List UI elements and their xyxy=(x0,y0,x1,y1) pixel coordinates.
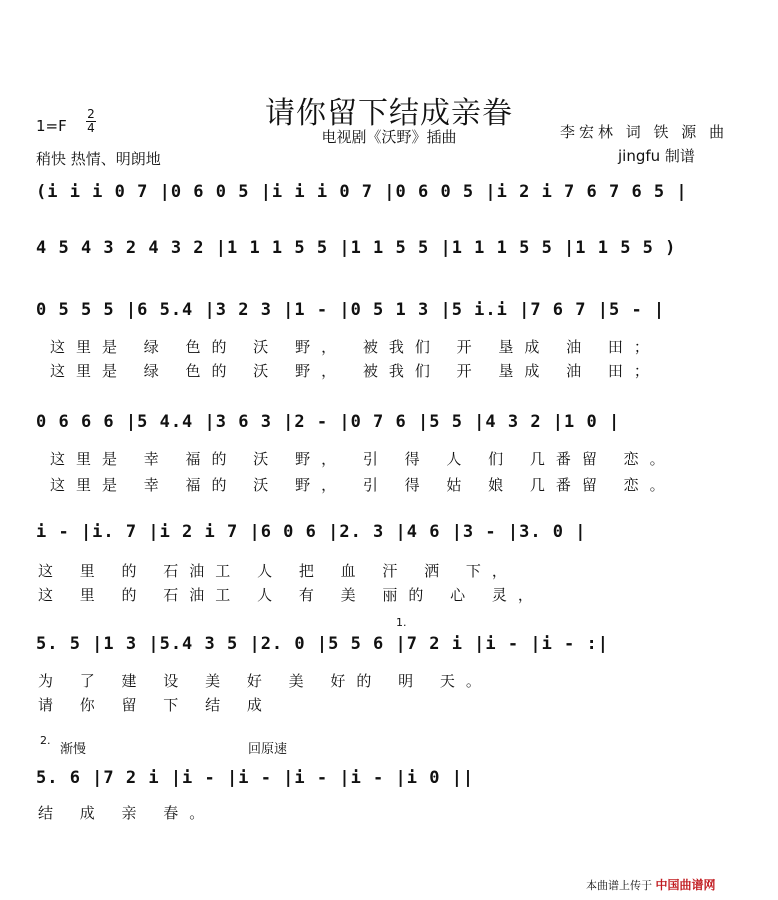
lyrics-line-5-verse-1: 这 里 的 石油工 人 把 血 汗 洒 下， xyxy=(38,562,518,580)
credits-lyricist-composer: 李宏林 词 铁 源 曲 xyxy=(560,123,729,141)
score-title: 请你留下结成亲眷 xyxy=(265,96,513,131)
footer-upload-text: 本曲谱上传于 xyxy=(586,879,652,892)
notes-line-4: 0 6 6 6 |5 4.4 |3 6 3 |2 - |0 7 6 |5 5 |4 3 2 |1 0 | xyxy=(36,412,621,432)
volta-1-label: 1. xyxy=(396,616,407,629)
lyrics-line-4-verse-2: 这里是 幸 福的 沃 野， 引 得 姑 娘 几番留 恋。 xyxy=(50,476,676,494)
notes-line-2: 4 5 4 3 2 4 3 2 |1 1 1 5 5 |1 1 5 5 |1 1 1 5 5 |1 1 5 5 ) xyxy=(36,238,677,258)
notes-line-7: 5. 6 |7 2 i |i - |i - |i - |i - |i 0 || xyxy=(36,768,475,788)
key-signature: 1=F xyxy=(36,117,67,135)
notes-line-3: 0 5 5 5 |6 5.4 |3 2 3 |1 - |0 5 1 3 |5 i.i |7 6 7 |5 - | xyxy=(36,300,666,320)
lyrics-line-3-verse-2: 这里是 绿 色的 沃 野， 被我们 开 垦成 油 田； xyxy=(50,362,660,380)
meter-top: 2 xyxy=(87,107,95,121)
lyrics-line-4-verse-1: 这里是 幸 福的 沃 野， 引 得 人 们 几番留 恋。 xyxy=(50,450,676,468)
a-tempo-marking: 回原速 xyxy=(248,742,288,757)
score-subtitle: 电视剧《沃野》插曲 xyxy=(321,128,457,146)
footer-credit xyxy=(586,876,716,893)
lyrics-line-7: 结 成 亲 春。 xyxy=(38,804,216,822)
ritard-marking: 渐慢 xyxy=(60,742,87,757)
meter-bottom: 4 xyxy=(87,121,95,135)
volta-2-label: 2. xyxy=(40,734,51,747)
lyrics-line-6-verse-1: 为 了 建 设 美 好 美 好的 明 天。 xyxy=(38,672,492,690)
lyrics-line-6-verse-2: 请 你 留 下 结 成 xyxy=(38,696,273,714)
time-signature xyxy=(86,108,96,135)
lyrics-line-5-verse-2: 这 里 的 石油工 人 有 美 丽的 心 灵， xyxy=(38,586,544,604)
lyrics-line-3-verse-1: 这里是 绿 色的 沃 野， 被我们 开 垦成 油 田； xyxy=(50,338,660,356)
tempo-marking: 稍快 热情、明朗地 xyxy=(36,150,161,168)
notes-line-5: i - |i. 7 |i 2 i 7 |6 0 6 |2. 3 |4 6 |3 - |3. 0 | xyxy=(36,522,587,542)
site-logo: 中国曲谱网 xyxy=(655,878,716,892)
credits-arranger: jingfu 制谱 xyxy=(618,147,695,165)
notes-line-1: (i i i 0 7 |0 6 0 5 |i i i 0 7 |0 6 0 5 |i 2 i 7 6 7 6 5 | xyxy=(36,182,688,202)
notes-line-6: 5. 5 |1 3 |5.4 3 5 |2. 0 |5 5 6 |7 2 i |i - |i - :| xyxy=(36,634,609,654)
